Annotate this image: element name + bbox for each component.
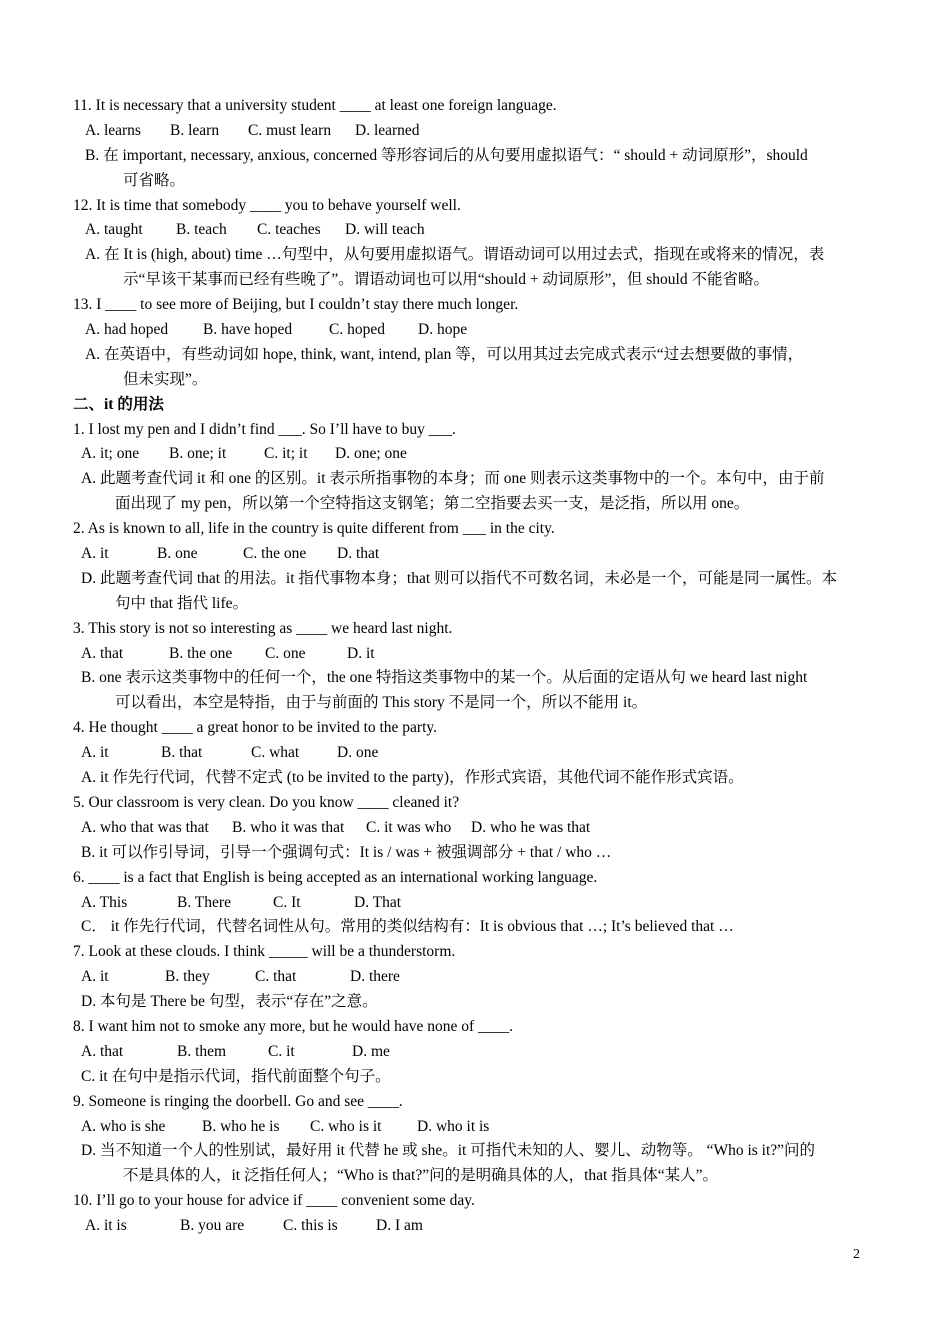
answer-explanation-continued: 句中 that 指代 life。 <box>115 594 249 612</box>
answer-explanation: D. 此题考查代词 that 的用法。it 指代事物本身；that 则可以指代不可数名词，未必是一个，可能是同一属性。本 <box>81 569 838 587</box>
answer-options <box>73 816 863 841</box>
answer-option: B. have hoped <box>203 321 293 339</box>
answer-option: A. who is she <box>81 1117 166 1135</box>
answer-option: B. one; it <box>169 445 227 463</box>
answer-option: A. it <box>81 744 109 762</box>
answer-option: D. there <box>350 968 400 986</box>
question-text: 11. It is necessary that a university student ____ at least one foreign language. <box>73 97 557 114</box>
answer-option: A. that <box>81 1042 124 1060</box>
answer-explanation: B. 在 important, necessary, anxious, concerned 等形容词后的从句要用虚拟语气：“ should + 动词原形”，should <box>85 146 808 164</box>
answer-options <box>73 542 863 567</box>
answer-option: B. learn <box>170 121 220 139</box>
answer-explanation: B. one 表示这类事物中的任何一个，the one 特指这类事物中的某一个。从后面的定语从句 we heard last night <box>81 669 808 687</box>
answer-options <box>73 642 863 667</box>
answer-explanation: D. 当不知道一个人的性别试，最好用 it 代替 he 或 she。it 可指代未知的人、婴儿、动物等。 “Who is it?”问的 <box>81 1142 816 1160</box>
answer-option: A. that <box>81 644 124 662</box>
answer-option: D. one; one <box>335 445 407 463</box>
question-text: 10. I’ll go to your house for advice if ____ convenient some day. <box>73 1192 475 1210</box>
answer-explanation: A. 此题考查代词 it 和 one 的区别。it 表示所指事物的本身；而 one 则表示这类事物中的一个。本句中，由于前 <box>81 470 825 488</box>
answer-option: A. who that was that <box>81 818 209 836</box>
answer-option: A. This <box>81 893 128 911</box>
answer-option: D. That <box>354 893 402 911</box>
answer-options <box>73 965 863 990</box>
answer-explanation-continued: 可以看出，本空是特指，由于与前面的 This story 不是同一个，所以不能用 it。 <box>115 694 648 712</box>
answer-option: D. who it is <box>417 1117 490 1135</box>
answer-explanation: A. it 作先行代词，代替不定式 (to be invited to the party)，作形式宾语，其他代词不能作形式宾语。 <box>81 769 744 787</box>
answer-option: D. who he was that <box>471 818 591 836</box>
question-text: 7. Look at these clouds. I think _____ will be a thunderstorm. <box>73 943 456 961</box>
answer-option: A. it; one <box>81 445 140 463</box>
answer-explanation: B. it 可以作引导词，引导一个强调句式：It is / was + 被强调部分 + that / who … <box>81 843 612 861</box>
question-text: 5. Our classroom is very clean. Do you know ____ cleaned it? <box>73 793 460 811</box>
question-text: 8. I want him not to smoke any more, but he would have none of ____. <box>73 1017 513 1035</box>
answer-explanation: D. 本句是 There be 句型，表示“存在”之意。 <box>81 993 378 1011</box>
answer-option: A. had hoped <box>85 321 169 339</box>
question-text: 13. I ____ to see more of Beijing, but I couldn’t stay there much longer. <box>73 296 519 314</box>
answer-explanation: C. it 在句中是指示代词，指代前面整个句子。 <box>81 1067 391 1085</box>
answer-option: C. It <box>273 893 301 911</box>
answer-option: A. it is <box>85 1217 127 1235</box>
answer-options <box>73 1214 863 1239</box>
answer-option: B. one <box>157 545 198 563</box>
question-text: 12. It is time that somebody ____ you to behave yourself well. <box>73 196 461 214</box>
answer-option: A. it <box>81 545 109 563</box>
answer-options <box>73 318 863 343</box>
answer-option: C. hoped <box>329 321 385 339</box>
answer-option: C. that <box>255 968 297 986</box>
answer-option: C. it; it <box>264 445 308 463</box>
answer-options <box>73 1115 863 1140</box>
answer-option: D. I am <box>376 1217 423 1235</box>
answer-option: B. you are <box>180 1217 245 1235</box>
answer-option: C. one <box>265 644 306 662</box>
answer-option: C. who is it <box>310 1117 382 1135</box>
answer-option: C. this is <box>283 1217 338 1235</box>
answer-option: D. that <box>337 545 380 563</box>
answer-option: D. me <box>352 1042 390 1060</box>
question-text: 2. As is known to all, life in the country is quite different from ___ in the city. <box>73 520 555 538</box>
question-text: 4. He thought ____ a great honor to be invited to the party. <box>73 719 438 737</box>
answer-option: B. the one <box>169 644 233 662</box>
answer-option: C. it was who <box>366 818 452 836</box>
answer-option: A. learns <box>85 121 141 139</box>
answer-options <box>73 442 863 467</box>
answer-option: C. teaches <box>257 221 321 239</box>
answer-explanation: C． it 作先行代词，代替名词性从句。常用的类似结构有：It is obvious that …; It’s believed that … <box>81 918 734 936</box>
answer-options <box>73 119 863 144</box>
answer-option: B. that <box>161 744 203 762</box>
answer-explanation-continued: 不是具体的人，it 泛指任何人；“Who is that?”问的是明确具体的人，that 指具体“某人”。 <box>123 1167 718 1185</box>
answer-options <box>73 218 863 243</box>
exercise-content <box>73 94 863 1239</box>
answer-option: D. it <box>347 644 375 662</box>
answer-option: C. what <box>251 744 300 762</box>
answer-option: B. who he is <box>202 1117 280 1135</box>
answer-option: B. There <box>177 893 231 911</box>
answer-option: A. it <box>81 968 109 986</box>
answer-explanation-continued: 面出现了 my pen，所以第一个空特指这支钢笔；第二空指要去买一支，是泛指，所以用 one。 <box>115 495 750 513</box>
answer-options <box>73 891 863 916</box>
answer-option: B. who it was that <box>232 818 345 836</box>
answer-option: C. the one <box>243 545 307 563</box>
section-heading: 二、it 的用法 <box>73 395 164 413</box>
question-text: 6. ____ is a fact that English is being accepted as an international working language. <box>73 868 598 886</box>
answer-option: B. they <box>165 968 210 986</box>
answer-options <box>73 741 863 766</box>
answer-explanation-continued: 示“早该干某事而已经有些晚了”。谓语动词也可以用“should + 动词原形”，但 should 不能省略。 <box>123 271 769 289</box>
answer-explanation-continued: 但未实现”。 <box>123 370 208 388</box>
answer-option: B. them <box>177 1042 227 1060</box>
question-text: 9. Someone is ringing the doorbell. Go and see ____. <box>73 1092 403 1110</box>
answer-option: B. teach <box>176 221 227 239</box>
question-text: 1. I lost my pen and I didn’t find ___. So I’ll have to buy ___. <box>73 420 456 438</box>
answer-option: D. one <box>337 744 379 762</box>
answer-option: C. must learn <box>248 121 332 139</box>
answer-explanation-continued: 可省略。 <box>123 171 186 189</box>
answer-explanation: A. 在英语中，有些动词如 hope, think, want, intend, plan 等，可以用其过去完成式表示“过去想要做的事情， <box>85 345 804 363</box>
answer-option: D. hope <box>418 321 468 339</box>
page-number: 2 <box>853 1247 860 1262</box>
answer-option: D. learned <box>355 121 420 139</box>
answer-explanation: A. 在 It is (high, about) time …句型中，从句要用虚拟语气。谓语动词可以用过去式，指现在或将来的情况，表 <box>85 246 825 264</box>
answer-option: D. will teach <box>345 221 425 239</box>
answer-option: A. taught <box>85 221 143 239</box>
question-text: 3. This story is not so interesting as ____ we heard last night. <box>73 619 453 637</box>
answer-option: C. it <box>268 1042 295 1060</box>
answer-options <box>73 1040 863 1065</box>
